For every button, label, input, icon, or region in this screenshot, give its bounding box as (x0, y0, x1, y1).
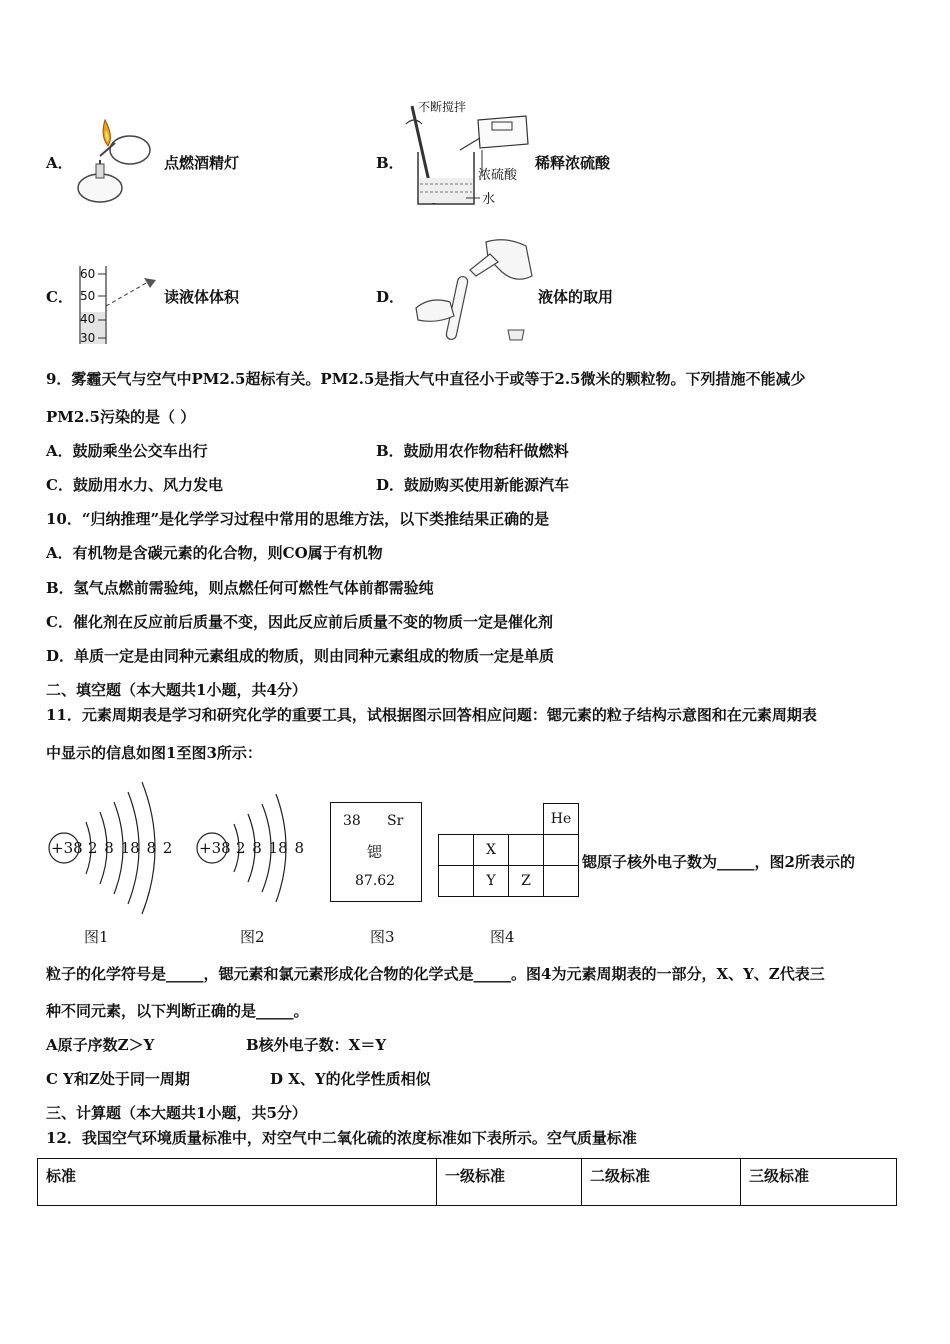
option-a-letter: A． (46, 154, 73, 172)
he-cell: He (544, 804, 579, 835)
q10-option-c: C．催化剂在反应前后质量不变，因此反应前后质量不变的物质一定是催化剂 (46, 613, 553, 631)
section-2-heading: 二、填空题（本大题共1小题，共4分） (46, 681, 307, 699)
concentrated-acid-label: 浓硫酸 (478, 168, 518, 183)
alcohol-lamp-illustration (70, 108, 160, 208)
q9-option-b: B．鼓励用农作物秸秆做燃料 (376, 442, 569, 460)
x-cell: X (474, 835, 509, 866)
option-b-letter: B． (376, 154, 404, 172)
table-header-row (38, 1159, 897, 1206)
pour-liquid-illustration (406, 236, 536, 348)
tick-50: 50 (80, 289, 96, 303)
air-quality-standard-table (37, 1158, 897, 1206)
q9-option-d: D．鼓励购买使用新能源汽车 (376, 476, 570, 494)
header-standard: 标准 (38, 1159, 437, 1206)
q10-option-b: B．氢气点燃前需验纯，则点燃任何可燃性气体前都需验纯 (46, 579, 434, 597)
option-a-label: 点燃酒精灯 (164, 154, 240, 172)
q11-option-a: A原子序数Z＞Y (46, 1036, 155, 1054)
q9-stem-line1: 9．雾霾天气与空气中PM2.5超标有关。PM2.5是指大气中直径小于或等于2.5微米的颗粒物。下列措施不能减少 (46, 370, 806, 388)
z-cell: Z (509, 866, 544, 897)
q11-continue-line1: 粒子的化学符号是_____，锶元素和氯元素形成化合物的化学式是_____。图4为元素周期表的一部分，X、Y、Z代表三 (46, 965, 825, 983)
q11-stem-line1: 11．元素周期表是学习和研究化学的重要工具，试根据图示回答相应问题：锶元素的粒子结构示意图和在元素周期表 (46, 706, 817, 724)
caption-fig3: 图3 (370, 928, 395, 946)
caption-fig4: 图4 (490, 928, 515, 946)
q11-option-d: D X、Y的化学性质相似 (270, 1070, 431, 1088)
fig2-shells: 2 8 18 8 (236, 839, 305, 857)
option-c-letter: C． (46, 288, 73, 306)
figure-3-element-card (330, 802, 422, 902)
tick-30: 30 (80, 331, 96, 345)
q12-stem: 12．我国空气环境质量标准中，对空气中二氧化硫的浓度标准如下表所示。空气质量标准 (46, 1129, 637, 1147)
q9-option-a: A．鼓励乘坐公交车出行 (46, 442, 208, 460)
element-symbol: Sr (387, 813, 404, 829)
section-3-heading: 三、计算题（本大题共1小题，共5分） (46, 1104, 307, 1122)
q11-continue-line2: 种不同元素，以下判断正确的是_____。 (46, 1002, 309, 1020)
header-level-3: 三级标准 (741, 1159, 897, 1206)
caption-fig2: 图2 (240, 928, 265, 946)
q11-option-c: C Y和Z处于同一周期 (46, 1070, 190, 1088)
tick-60: 60 (80, 267, 96, 281)
q10-option-d: D．单质一定是由同种元素组成的物质，则由同种元素组成的物质一定是单质 (46, 647, 555, 665)
q11-side-text: 锶原子核外电子数为_____，图2所表示的 (582, 853, 855, 871)
header-level-2: 二级标准 (582, 1159, 741, 1206)
q11-option-b: B核外电子数：X＝Y (246, 1036, 387, 1054)
q11-stem-line2: 中显示的信息如图1至图3所示： (46, 744, 262, 762)
element-name: 锶 (367, 843, 383, 861)
stir-label: 不断搅拌 (418, 100, 467, 114)
fig1-nucleus: +38 (51, 839, 83, 857)
option-c-label: 读液体体积 (164, 288, 240, 306)
option-d-label: 液体的取用 (538, 288, 614, 306)
fig1-shells: 2 8 18 8 2 (88, 839, 173, 857)
tick-40: 40 (80, 312, 96, 326)
q9-option-c: C．鼓励用水力、风力发电 (46, 476, 223, 494)
y-cell: Y (474, 866, 509, 897)
figure-4-periodic-fragment (438, 803, 579, 897)
option-b-label: 稀释浓硫酸 (535, 154, 611, 172)
water-label: 水 (482, 192, 496, 207)
q9-stem-line2: PM2.5污染的是（ ） (46, 408, 196, 426)
header-level-1: 一级标准 (437, 1159, 582, 1206)
q10-option-a: A．有机物是含碳元素的化合物，则CO属于有机物 (46, 544, 383, 562)
caption-fig1: 图1 (84, 928, 109, 946)
option-d-letter: D． (376, 288, 405, 306)
fig2-nucleus: +38 (199, 839, 231, 857)
q10-stem: 10．“归纳推理”是化学学习过程中常用的思维方法，以下类推结果正确的是 (46, 510, 550, 528)
atomic-number: 38 (343, 813, 361, 829)
atomic-mass: 87.62 (355, 873, 396, 889)
